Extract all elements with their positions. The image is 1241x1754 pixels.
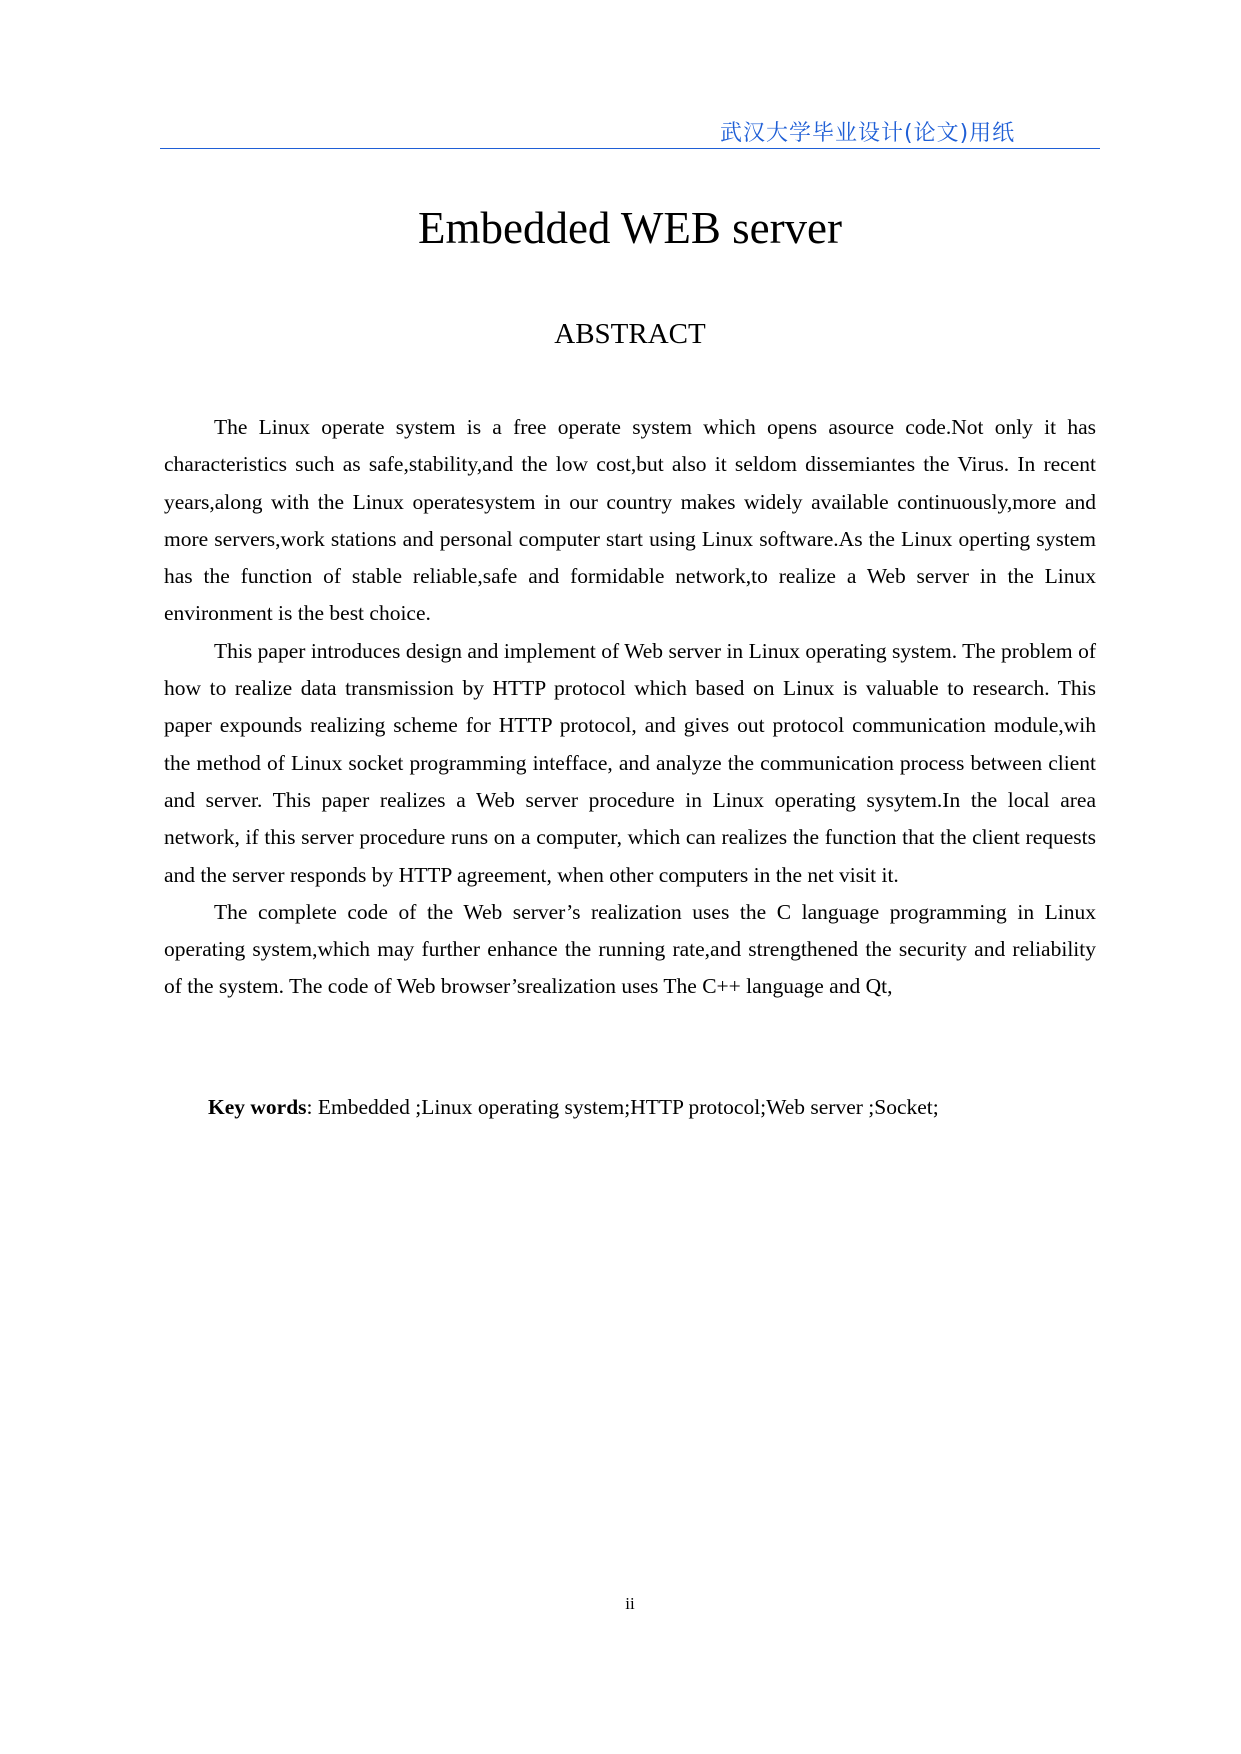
abstract-paragraph-2: This paper introduces design and implement of Web server in Linux operating system. The problem of how to realize data transmission by HTTP protocol which based on Linux is valuable to research. This paper expounds realizing scheme for HTTP protocol, and gives out protocol communication module,wih the method of Linux socket programming intefface, and analyze the communication process between client and server. This paper realizes a Web server procedure in Linux operating sysytem.In the local area network, if this server procedure runs on a computer, which can realizes the function that the client requests and the server responds by HTTP agreement, when other computers in the net visit it. bbox=[164, 638, 1096, 887]
page-number: ii bbox=[625, 1594, 635, 1613]
keywords-label: Key words bbox=[208, 1095, 307, 1119]
keywords-line bbox=[208, 1089, 1108, 1126]
abstract-paragraph-3: The complete code of the Web server’s realization uses the C language programming in Linux operating system,which may further enhance the running rate,and strengthened the security and reliability of the system. The code of Web browser’srealization uses The C++ language and Qt, bbox=[164, 899, 1096, 999]
document-title: Embedded WEB server bbox=[417, 203, 843, 253]
abstract-body bbox=[164, 409, 1096, 1006]
abstract-paragraph-1: The Linux operate system is a free operate system which opens asource code.Not only it has characteristics such as safe,stability,and the low cost,but also it seldom dissemiantes the Virus. In recent years,along with the Linux operatesystem in our country makes widely available continuously,more and more servers,work stations and personal computer start using Linux software.As the Linux operting system has the function of stable reliable,safe and formidable network,to realize a Web server in the Linux environment is the best choice. bbox=[164, 415, 1096, 626]
abstract-heading: ABSTRACT bbox=[554, 318, 706, 350]
keywords-separator: : bbox=[306, 1095, 318, 1119]
header-divider bbox=[160, 148, 1100, 149]
keywords-text: Embedded ;Linux operating system;HTTP protocol;Web server ;Socket; bbox=[317, 1095, 939, 1119]
page-header-text: 武汉大学毕业设计(论文)用纸 bbox=[720, 121, 1016, 146]
